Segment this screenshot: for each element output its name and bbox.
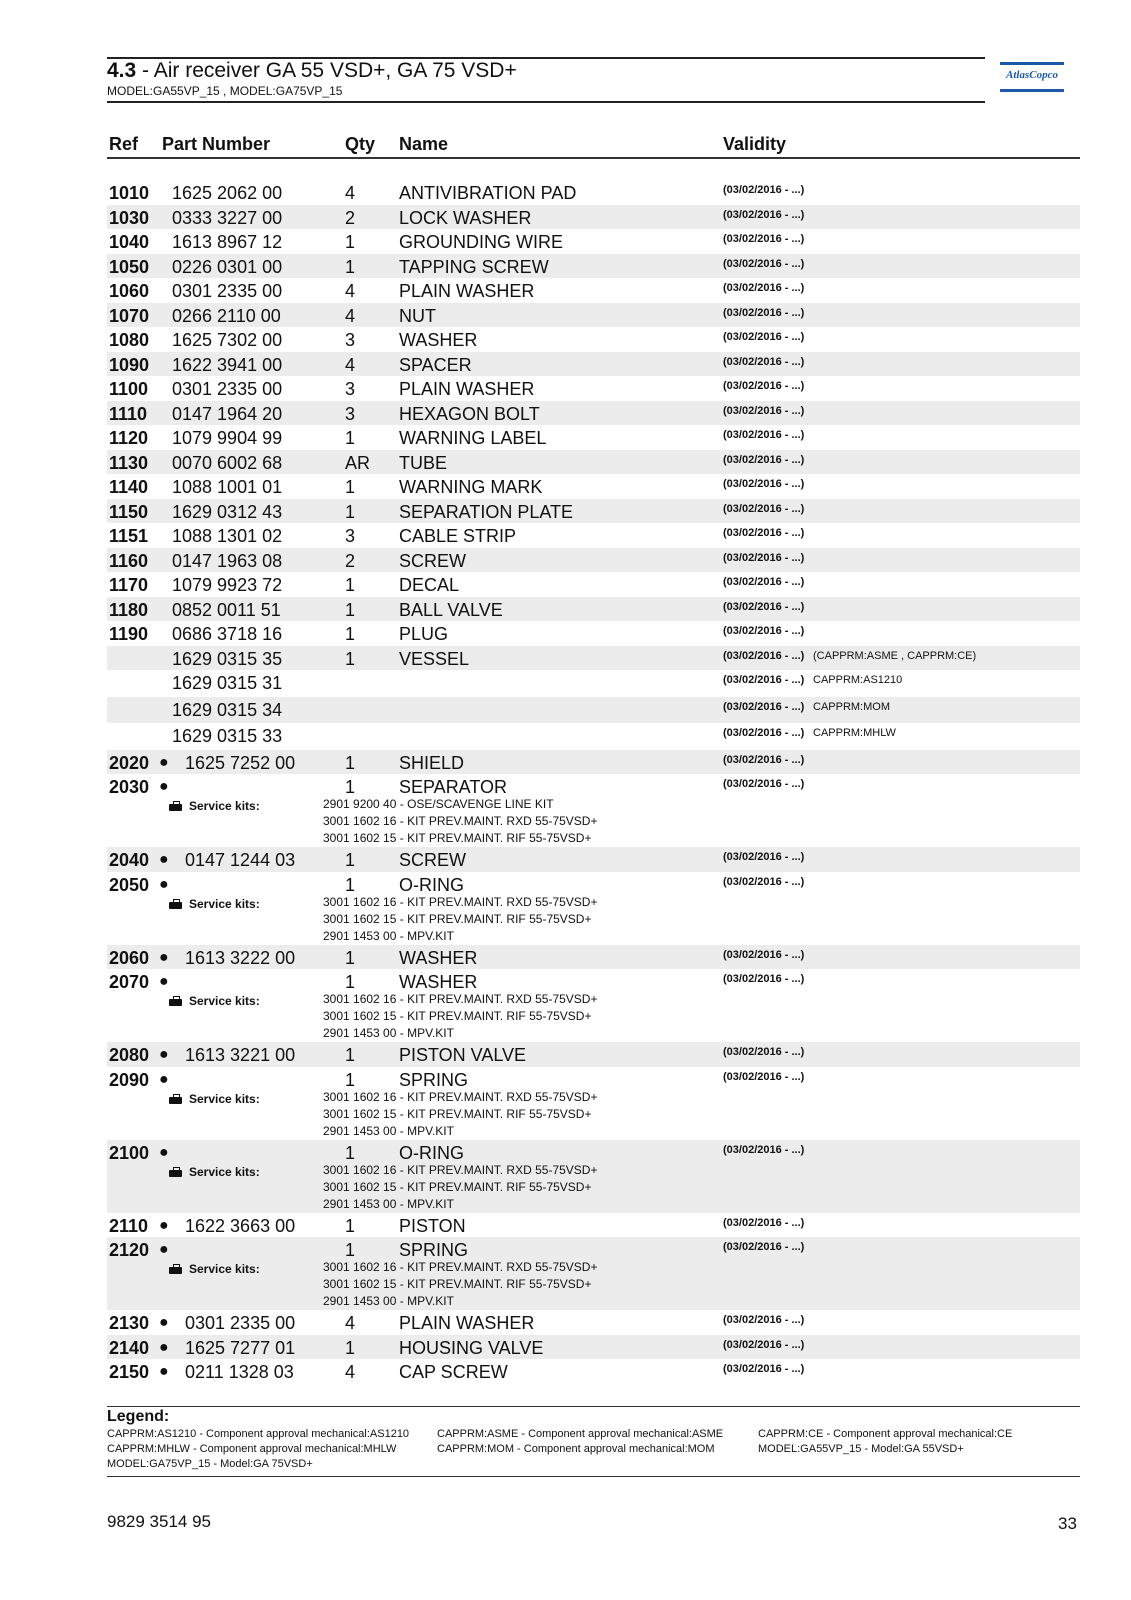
validity-cell: (03/02/2016 - ...) xyxy=(723,502,805,515)
table-row xyxy=(107,723,1080,750)
column-header-rule xyxy=(107,157,1080,159)
part-number-cell: 1625 7252 00 xyxy=(185,752,296,773)
service-kit-item: 2901 1453 00 - MPV.KIT xyxy=(323,1196,454,1211)
validity-cell: (03/02/2016 - ...) xyxy=(723,208,805,221)
toolbox-icon xyxy=(169,996,182,1006)
toolbox-icon xyxy=(169,801,182,811)
ref-cell: 1010 xyxy=(109,183,150,203)
qty-cell: 4 xyxy=(345,281,356,301)
name-cell: PLAIN WASHER xyxy=(399,1313,535,1333)
service-kit-item: 3001 1602 16 - KIT PREV.MAINT. RXD 55-75VSD+ xyxy=(323,814,598,828)
validity-cell: (03/02/2016 - ...) xyxy=(723,753,805,766)
ref-cell: 2070 xyxy=(109,972,150,992)
ref-cell: 2130 xyxy=(109,1313,150,1333)
toolbox-icon xyxy=(169,1264,182,1274)
qty-cell: 1 xyxy=(345,777,356,797)
validity-cell: (03/02/2016 - ...) xyxy=(723,727,805,739)
qty-cell: 1 xyxy=(345,232,356,252)
table-row xyxy=(107,1310,1080,1335)
validity-cell: (03/02/2016 - ...) xyxy=(723,875,805,888)
table-row xyxy=(107,872,1080,945)
bullet-marker: ● xyxy=(159,875,169,893)
toolbox-body xyxy=(169,1267,182,1274)
table-row xyxy=(107,180,1080,205)
validity-cell: (03/02/2016 - ...) xyxy=(723,233,805,245)
service-kit-item: 2901 1453 00 - MPV.KIT xyxy=(323,1026,454,1040)
name-cell: BALL VALVE xyxy=(399,599,503,620)
qty-cell: 1 xyxy=(345,874,356,895)
validity-cell: (03/02/2016 - ...) xyxy=(723,551,805,564)
part-number-cell: 1625 7277 01 xyxy=(185,1337,296,1358)
name-cell: SPACER xyxy=(399,354,472,375)
ref-cell: 1120 xyxy=(109,428,149,448)
legend-entry: CAPPRM:MOM - Component approval mechanical:MOM xyxy=(437,1443,715,1455)
validity-cell: (03/02/2016 - ...) xyxy=(723,1241,805,1253)
name-cell: WASHER xyxy=(399,330,478,350)
validity-cell: (03/02/2016 - ...) xyxy=(723,355,805,368)
name-cell: SEPARATION PLATE xyxy=(399,501,574,522)
table-row xyxy=(107,774,1080,847)
qty-cell: 1 xyxy=(345,477,356,497)
service-kit-item: 3001 1602 16 - KIT PREV.MAINT. RXD 55-75VSD+ xyxy=(323,992,598,1006)
validity-cell: (03/02/2016 - ...) xyxy=(723,453,805,466)
logo-top-bar xyxy=(1000,62,1064,65)
toolbox-body xyxy=(169,1097,182,1104)
qty-cell: 1 xyxy=(345,599,356,620)
qty-cell: 1 xyxy=(345,1142,356,1163)
service-kits-label: Service kits: xyxy=(189,994,260,1008)
bullet-marker: ● xyxy=(159,1216,169,1234)
table-row xyxy=(107,1067,1080,1140)
service-kit-item: 3001 1602 15 - KIT PREV.MAINT. RIF 55-75VSD+ xyxy=(323,1106,592,1121)
bullet-marker: ● xyxy=(159,851,169,868)
approval-note: CAPPRM:MOM xyxy=(813,700,890,713)
ref-cell: 2120 xyxy=(109,1240,150,1260)
legend-top-rule xyxy=(107,1406,1080,1407)
qty-cell: 1 xyxy=(345,1337,356,1358)
validity-cell: (03/02/2016 - ...) xyxy=(723,478,805,490)
ref-cell: 1180 xyxy=(109,599,149,620)
validity-cell: (03/02/2016 - ...) xyxy=(723,257,805,270)
bullet-marker: ● xyxy=(159,1143,169,1161)
ref-cell: 1090 xyxy=(109,354,150,375)
validity-cell: (03/02/2016 - ...) xyxy=(723,973,805,985)
ref-cell: 1050 xyxy=(109,256,150,277)
service-kits-label: Service kits: xyxy=(189,1262,260,1276)
name-cell: DECAL xyxy=(399,575,460,595)
legend-entry: MODEL:GA55VP_15 - Model:GA 55VSD+ xyxy=(758,1443,964,1455)
part-number-cell: 0070 6002 68 xyxy=(172,452,283,473)
name-cell: WARNING LABEL xyxy=(399,428,547,448)
ref-cell: 2080 xyxy=(109,1045,150,1065)
ref-cell: 1070 xyxy=(109,305,150,326)
ref-cell: 1060 xyxy=(109,281,150,301)
ref-cell: 2150 xyxy=(109,1362,150,1382)
part-number-cell: 0147 1963 08 xyxy=(172,550,283,571)
name-cell: PISTON VALVE xyxy=(399,1045,527,1065)
name-cell: LOCK WASHER xyxy=(399,207,532,228)
column-header-name: Name xyxy=(399,134,449,154)
ref-cell: 1100 xyxy=(109,379,149,399)
qty-cell: 1 xyxy=(345,752,356,773)
name-cell: WASHER xyxy=(399,947,478,968)
validity-cell: (03/02/2016 - ...) xyxy=(723,576,805,588)
service-kits-label: Service kits: xyxy=(189,799,260,813)
bullet-marker: ● xyxy=(159,1363,169,1380)
service-kit-item: 3001 1602 16 - KIT PREV.MAINT. RXD 55-75VSD+ xyxy=(323,1260,598,1274)
part-number-cell: 1613 8967 12 xyxy=(172,232,283,252)
name-cell: TUBE xyxy=(399,452,448,473)
bullet-marker: ● xyxy=(159,1241,169,1258)
part-number-cell: 1629 0315 33 xyxy=(172,726,283,746)
bullet-marker: ● xyxy=(159,1314,169,1331)
qty-cell: 4 xyxy=(345,354,356,375)
toolbox-body xyxy=(169,902,182,909)
name-cell: NUT xyxy=(399,305,436,326)
table-row xyxy=(107,205,1080,230)
section-number: 4.3 xyxy=(107,59,137,82)
ref-cell: 1040 xyxy=(109,232,150,252)
validity-cell: (03/02/2016 - ...) xyxy=(723,674,805,686)
toolbox-body xyxy=(169,804,182,811)
approval-note: CAPPRM:AS1210 xyxy=(813,674,903,686)
ref-cell: 1151 xyxy=(109,526,149,546)
validity-cell: (03/02/2016 - ...) xyxy=(723,948,805,961)
bullet-marker: ● xyxy=(159,1338,169,1356)
ref-cell: 2060 xyxy=(109,947,150,968)
name-cell: WARNING MARK xyxy=(399,477,543,497)
part-number-cell: 0266 2110 00 xyxy=(172,305,281,326)
name-cell: SHIELD xyxy=(399,752,465,773)
table-row xyxy=(107,303,1080,328)
validity-cell: (03/02/2016 - ...) xyxy=(723,600,805,613)
part-number-cell: 0301 2335 00 xyxy=(172,281,283,301)
table-row xyxy=(107,1042,1080,1067)
header-bottom-rule xyxy=(107,101,985,103)
service-kits-label: Service kits: xyxy=(189,1164,260,1179)
table-row xyxy=(107,278,1080,303)
qty-cell: 4 xyxy=(345,1313,356,1333)
part-number-cell: 0333 3227 00 xyxy=(172,207,283,228)
part-number-cell: 0686 3718 16 xyxy=(172,624,283,644)
table-row xyxy=(107,597,1080,622)
part-number-cell: 1079 9923 72 xyxy=(172,575,283,595)
ref-cell: 1160 xyxy=(109,550,149,571)
table-row xyxy=(107,352,1080,377)
ref-cell: 2040 xyxy=(109,850,150,870)
bullet-marker: ● xyxy=(159,1070,169,1088)
table-row xyxy=(107,670,1080,697)
validity-cell: (03/02/2016 - ...) xyxy=(723,184,805,196)
name-cell: PLAIN WASHER xyxy=(399,281,535,301)
service-kit-item: 2901 9200 40 - OSE/SCAVENGE LINE KIT xyxy=(323,797,554,811)
toolbox-icon xyxy=(169,1167,182,1177)
name-cell: PLUG xyxy=(399,624,449,644)
part-number-cell: 1625 2062 00 xyxy=(172,183,283,203)
table-row xyxy=(107,376,1080,401)
validity-cell: (03/02/2016 - ...) xyxy=(723,306,805,319)
bullet-marker: ● xyxy=(159,973,169,990)
table-row xyxy=(107,697,1080,724)
service-kit-item: 3001 1602 16 - KIT PREV.MAINT. RXD 55-75VSD+ xyxy=(323,1089,598,1104)
section-title: - Air receiver GA 55 VSD+, GA 75 VSD+ xyxy=(136,59,517,82)
name-cell: SEPARATOR xyxy=(399,777,508,797)
qty-cell: 3 xyxy=(345,330,356,350)
qty-cell: 1 xyxy=(345,501,356,522)
part-number-cell: 1622 3663 00 xyxy=(185,1215,296,1236)
validity-cell: (03/02/2016 - ...) xyxy=(723,1363,805,1375)
column-header-ref: Ref xyxy=(109,134,139,154)
part-number-cell: 1629 0315 35 xyxy=(172,648,283,669)
approval-note: CAPPRM:MHLW xyxy=(813,727,896,739)
part-number-cell: 0147 1244 03 xyxy=(185,850,296,870)
part-number-cell: 0301 2335 00 xyxy=(172,379,283,399)
part-number-cell: 1629 0315 31 xyxy=(172,673,283,693)
legend-bottom-rule xyxy=(107,1476,1080,1477)
name-cell: TAPPING SCREW xyxy=(399,256,549,277)
bullet-marker: ● xyxy=(159,753,169,771)
validity-cell: (03/02/2016 - ...) xyxy=(723,1143,805,1156)
legend-title: Legend: xyxy=(107,1408,170,1425)
part-number-cell: 1629 0312 43 xyxy=(172,501,283,522)
ref-cell: 2100 xyxy=(109,1142,150,1163)
qty-cell: 3 xyxy=(345,403,356,424)
ref-cell: 2110 xyxy=(109,1215,149,1236)
qty-cell: 1 xyxy=(345,1069,356,1090)
table-row xyxy=(107,499,1080,524)
service-kit-item: 2901 1453 00 - MPV.KIT xyxy=(323,928,454,943)
name-cell: SPRING xyxy=(399,1069,469,1090)
toolbox-icon xyxy=(169,1094,182,1104)
ref-cell: 2020 xyxy=(109,752,150,773)
service-kit-item: 3001 1602 15 - KIT PREV.MAINT. RIF 55-75VSD+ xyxy=(323,1179,592,1194)
table-row xyxy=(107,474,1080,499)
toolbox-icon xyxy=(169,899,182,909)
qty-cell: 1 xyxy=(345,256,356,277)
legend-entry: MODEL:GA75VP_15 - Model:GA 75VSD+ xyxy=(107,1458,313,1470)
page-title xyxy=(107,59,517,83)
table-row xyxy=(107,750,1080,775)
table-row xyxy=(107,450,1080,475)
validity-cell: (03/02/2016 - ...) xyxy=(723,625,805,637)
qty-cell: 1 xyxy=(345,1215,356,1236)
table-row xyxy=(107,548,1080,573)
table-row xyxy=(107,401,1080,426)
table-row xyxy=(107,847,1080,872)
name-cell: WASHER xyxy=(399,972,478,992)
document-number: 9829 3514 95 xyxy=(107,1512,211,1531)
validity-cell: (03/02/2016 - ...) xyxy=(723,1046,805,1058)
ref-cell: 1150 xyxy=(109,501,149,522)
service-kits-label: Service kits: xyxy=(189,1091,260,1106)
part-number-cell: 1613 3222 00 xyxy=(185,947,296,968)
service-kit-item: 3001 1602 15 - KIT PREV.MAINT. RIF 55-75VSD+ xyxy=(323,911,592,926)
ref-cell: 1130 xyxy=(109,452,149,473)
ref-cell: 1140 xyxy=(109,477,149,497)
part-number-cell: 0852 0011 51 xyxy=(172,599,281,620)
legend-entry: CAPPRM:CE - Component approval mechanical:CE xyxy=(758,1428,1013,1440)
service-kit-item: 3001 1602 16 - KIT PREV.MAINT. RXD 55-75VSD+ xyxy=(323,894,598,909)
service-kit-item: 3001 1602 16 - KIT PREV.MAINT. RXD 55-75VSD+ xyxy=(323,1162,598,1177)
legend-entry: CAPPRM:AS1210 - Component approval mechanical:AS1210 xyxy=(107,1428,410,1440)
name-cell: SPRING xyxy=(399,1240,469,1260)
service-kit-item: 2901 1453 00 - MPV.KIT xyxy=(323,1294,454,1308)
qty-cell: 1 xyxy=(345,1240,356,1260)
legend-entry: CAPPRM:ASME - Component approval mechanical:ASME xyxy=(437,1428,724,1440)
part-number-cell: 1613 3221 00 xyxy=(185,1045,296,1065)
part-number-cell: 0226 0301 00 xyxy=(172,256,283,277)
name-cell: SCREW xyxy=(399,850,466,870)
table-row xyxy=(107,621,1080,646)
bullet-marker: ● xyxy=(159,778,169,795)
qty-cell: 2 xyxy=(345,207,356,228)
part-number-cell: 1625 7302 00 xyxy=(172,330,283,350)
service-kit-item: 3001 1602 15 - KIT PREV.MAINT. RIF 55-75VSD+ xyxy=(323,1277,592,1291)
table-row xyxy=(107,646,1080,671)
qty-cell: 1 xyxy=(345,624,356,644)
ref-cell: 1190 xyxy=(109,624,149,644)
validity-cell: (03/02/2016 - ...) xyxy=(723,1338,805,1351)
name-cell: HOUSING VALVE xyxy=(399,1337,544,1358)
name-cell: O-RING xyxy=(399,874,464,895)
bullet-marker: ● xyxy=(159,948,169,966)
column-header-validity: Validity xyxy=(723,134,787,154)
validity-cell: (03/02/2016 - ...) xyxy=(723,331,805,343)
name-cell: CABLE STRIP xyxy=(399,526,517,546)
part-number-cell: 1079 9904 99 xyxy=(172,428,283,448)
table-row xyxy=(107,572,1080,597)
column-header-qty: Qty xyxy=(345,134,376,154)
name-cell: SCREW xyxy=(399,550,466,571)
qty-cell: 4 xyxy=(345,1362,356,1382)
ref-cell: 2050 xyxy=(109,874,150,895)
qty-cell: 1 xyxy=(345,648,356,669)
part-number-cell: 1622 3941 00 xyxy=(172,354,283,375)
table-row xyxy=(107,1359,1080,1384)
service-kit-item: 3001 1602 15 - KIT PREV.MAINT. RIF 55-75VSD+ xyxy=(323,831,592,845)
qty-cell: 1 xyxy=(345,850,356,870)
qty-cell: 1 xyxy=(345,947,356,968)
qty-cell: 2 xyxy=(345,550,356,571)
validity-cell: (03/02/2016 - ...) xyxy=(723,282,805,294)
table-row xyxy=(107,229,1080,254)
part-number-cell: 1088 1301 02 xyxy=(172,526,283,546)
bullet-marker: ● xyxy=(159,1046,169,1063)
validity-cell: (03/02/2016 - ...) xyxy=(723,429,805,441)
table-row xyxy=(107,1213,1080,1238)
name-cell: CAP SCREW xyxy=(399,1362,508,1382)
validity-cell: (03/02/2016 - ...) xyxy=(723,527,805,539)
table-row xyxy=(107,327,1080,352)
validity-cell: (03/02/2016 - ...) xyxy=(723,778,805,790)
qty-cell: 4 xyxy=(345,183,356,203)
qty-cell: AR xyxy=(345,452,371,473)
ref-cell: 1110 xyxy=(109,403,148,424)
validity-cell: (03/02/2016 - ...) xyxy=(723,404,805,417)
validity-cell: (03/02/2016 - ...) xyxy=(723,700,805,713)
qty-cell: 1 xyxy=(345,972,356,992)
model-line: MODEL:GA55VP_15 , MODEL:GA75VP_15 xyxy=(107,84,343,98)
validity-cell: (03/02/2016 - ...) xyxy=(723,1314,805,1326)
name-cell: GROUNDING WIRE xyxy=(399,232,563,252)
service-kit-item: 2901 1453 00 - MPV.KIT xyxy=(323,1123,454,1138)
service-kits-label: Service kits: xyxy=(189,896,260,911)
part-number-cell: 0147 1964 20 xyxy=(172,403,283,424)
service-kit-item: 3001 1602 15 - KIT PREV.MAINT. RIF 55-75VSD+ xyxy=(323,1009,592,1023)
name-cell: ANTIVIBRATION PAD xyxy=(399,183,577,203)
qty-cell: 1 xyxy=(345,1045,356,1065)
name-cell: HEXAGON BOLT xyxy=(399,403,540,424)
ref-cell: 2090 xyxy=(109,1069,150,1090)
column-header-part-number: Part Number xyxy=(162,134,271,154)
toolbox-body xyxy=(169,999,182,1006)
table-row xyxy=(107,1237,1080,1310)
qty-cell: 3 xyxy=(345,379,356,399)
qty-cell: 4 xyxy=(345,305,356,326)
logo-text: AtlasCopco xyxy=(1006,69,1058,81)
table-row xyxy=(107,1335,1080,1360)
part-number-cell: 1088 1001 01 xyxy=(172,477,283,497)
approval-note: (CAPPRM:ASME , CAPPRM:CE) xyxy=(813,649,977,662)
validity-cell: (03/02/2016 - ...) xyxy=(723,380,805,392)
validity-cell: (03/02/2016 - ...) xyxy=(723,1216,805,1229)
logo-bottom-bar xyxy=(1000,89,1064,92)
atlas-copco-logo xyxy=(1000,62,1064,96)
ref-cell: 1170 xyxy=(109,575,149,595)
name-cell: PLAIN WASHER xyxy=(399,379,535,399)
ref-cell: 2030 xyxy=(109,777,150,797)
qty-cell: 1 xyxy=(345,428,356,448)
legend-entry: CAPPRM:MHLW - Component approval mechanical:MHLW xyxy=(107,1443,397,1455)
name-cell: PISTON xyxy=(399,1215,466,1236)
table-row xyxy=(107,425,1080,450)
table-row xyxy=(107,254,1080,279)
ref-cell: 2140 xyxy=(109,1337,150,1358)
name-cell: VESSEL xyxy=(399,648,470,669)
table-row xyxy=(107,945,1080,970)
qty-cell: 1 xyxy=(345,575,356,595)
toolbox-body xyxy=(169,1170,182,1177)
page-number: 33 xyxy=(1058,1514,1077,1533)
ref-cell: 1030 xyxy=(109,207,150,228)
qty-cell: 3 xyxy=(345,526,356,546)
table-row xyxy=(107,969,1080,1042)
ref-cell: 1080 xyxy=(109,330,150,350)
validity-cell: (03/02/2016 - ...) xyxy=(723,851,805,863)
validity-cell: (03/02/2016 - ...) xyxy=(723,1070,805,1083)
part-number-cell: 0211 1328 03 xyxy=(185,1362,294,1382)
name-cell: O-RING xyxy=(399,1142,464,1163)
table-row xyxy=(107,523,1080,548)
part-number-cell: 1629 0315 34 xyxy=(172,699,283,720)
part-number-cell: 0301 2335 00 xyxy=(185,1313,296,1333)
table-row xyxy=(107,1140,1080,1213)
validity-cell: (03/02/2016 - ...) xyxy=(723,649,805,662)
